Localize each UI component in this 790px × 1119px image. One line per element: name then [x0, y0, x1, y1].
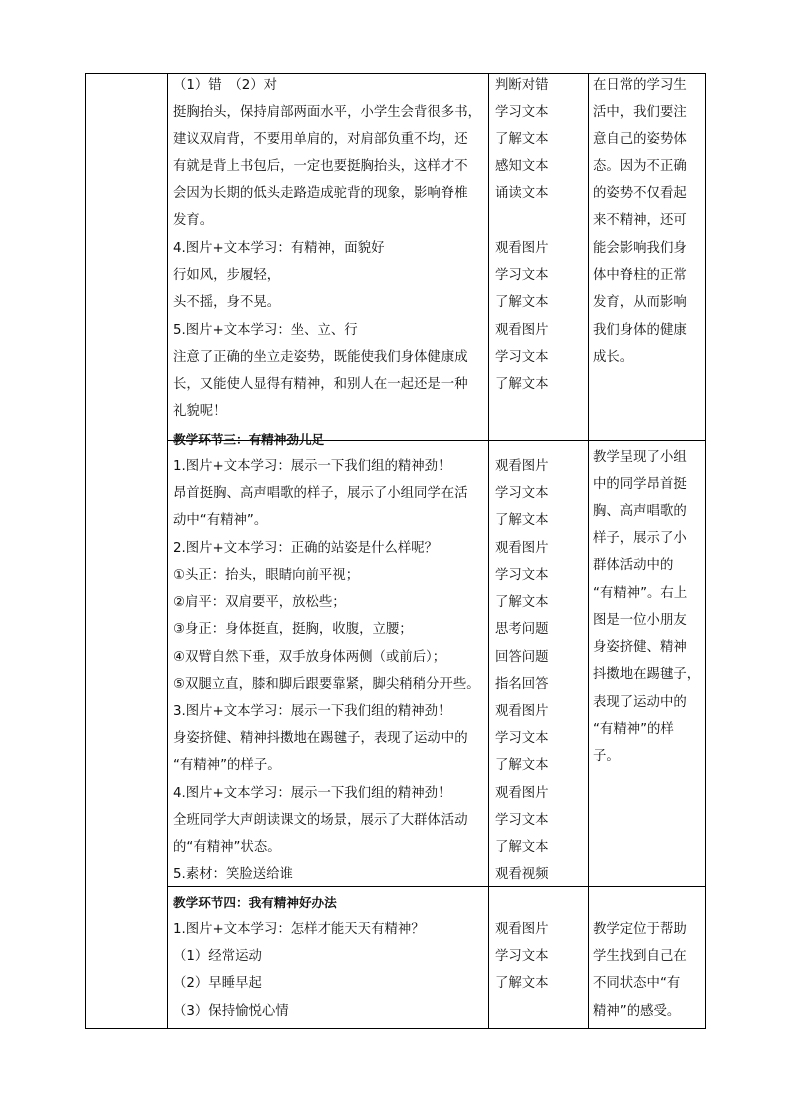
content-line: 昂首挺胸、高声唱歌的样子，展示了小组同学在活: [173, 486, 468, 501]
content-line: 的“有精神”状态。: [173, 840, 281, 855]
content-line: 5.图片+文本学习：坐、立、行: [173, 323, 358, 338]
section-heading: 教学环节三：有精神劲儿足: [173, 432, 325, 447]
intent-line: “有精神”。右上: [593, 586, 688, 601]
content-line: 3.图片+文本学习：展示一下我们组的精神劲！: [173, 704, 452, 719]
activity-line: 观看图片: [495, 704, 549, 719]
intent-line: 表现了运动中的: [593, 695, 687, 710]
activity-line: 观看图片: [495, 323, 549, 338]
intent-line: 意自己的姿势体: [593, 132, 687, 147]
activity-line: 观看视频: [495, 867, 549, 882]
content-line: 会因为长期的低头走路造成驼背的现象，影响脊椎: [173, 186, 468, 201]
intent-line: 图是一位小朋友: [593, 613, 687, 628]
activity-line: 学习文本: [495, 568, 549, 583]
activity-line: 诵读文本: [495, 186, 549, 201]
activity-line: 学习文本: [495, 486, 549, 501]
intent-line: 身姿挤健、精神: [593, 640, 687, 655]
content-line: 行如风，步履轻，: [173, 268, 281, 283]
activity-line: 观看图片: [495, 786, 549, 801]
content-line: 4.图片+文本学习：展示一下我们组的精神劲！: [173, 786, 452, 801]
activity-line: 学习文本: [495, 813, 549, 828]
section-heading: 教学环节四：我有精神好办法: [173, 895, 337, 910]
intent-line: “有精神”的样: [593, 722, 674, 737]
activity-line: 思考问题: [495, 622, 549, 637]
intent-line: 能会影响我们身: [593, 241, 687, 256]
activity-line: 感知文本: [495, 159, 549, 174]
content-line: 注意了正确的坐立走姿势，既能使我们身体健康成: [173, 350, 468, 365]
content-line: 有就是背上书包后，一定也要挺胸抬头，这样才不: [173, 159, 468, 174]
column-divider: [588, 74, 589, 1028]
activity-line: 了解文本: [495, 976, 549, 991]
activity-line: 判断对错: [495, 78, 549, 93]
intent-line: 胸、高声唱歌的: [593, 504, 687, 519]
content-line: 发育。: [173, 213, 214, 228]
content-line: ⑤双腿立直，膝和脚后跟要靠紧，脚尖稍稍分开些。: [173, 677, 480, 692]
content-line: ②肩平：双肩要平，放松些；: [173, 595, 346, 610]
activity-line: 了解文本: [495, 377, 549, 392]
activity-line: 学习文本: [495, 949, 549, 964]
intent-line: 来不精神，还可: [593, 213, 687, 228]
intent-line: 教学定位于帮助: [593, 922, 687, 937]
intent-line: 在日常的学习生: [593, 78, 687, 93]
content-line: 1.图片+文本学习：展示一下我们组的精神劲！: [173, 459, 452, 474]
content-line: （2）早睡早起: [173, 976, 262, 991]
intent-line: 发育，从而影响: [593, 295, 687, 310]
content-line: （1）错 （2）对: [173, 78, 278, 93]
intent-line: 学生找到自己在: [593, 949, 687, 964]
activity-line: 了解文本: [495, 132, 549, 147]
intent-line: 群体活动中的: [593, 558, 674, 573]
activity-line: 观看图片: [495, 541, 549, 556]
intent-line: 子。: [593, 749, 620, 764]
activity-line: 学习文本: [495, 350, 549, 365]
content-line: 身姿挤健、精神抖擞地在踢毽子，表现了运动中的: [173, 731, 468, 746]
content-line: ①头正：抬头，眼睛向前平视；: [173, 568, 360, 583]
intent-line: 样子，展示了小: [593, 531, 687, 546]
activity-line: 观看图片: [495, 459, 549, 474]
intent-line: 活中，我们要注: [593, 105, 687, 120]
content-line: “有精神”的样子。: [173, 758, 281, 773]
content-line: 动中“有精神”。: [173, 513, 268, 528]
intent-line: 不同状态中“有: [593, 976, 681, 991]
intent-line: 我们身体的健康: [593, 323, 687, 338]
content-line: 礼貌呢！: [173, 404, 227, 419]
activity-line: 指名回答: [495, 677, 549, 692]
column-divider: [488, 74, 489, 1028]
activity-line: 了解文本: [495, 595, 549, 610]
activity-line: 回答问题: [495, 650, 549, 665]
content-line: 2.图片+文本学习：正确的站姿是什么样呢？: [173, 541, 439, 556]
intent-line: 体中脊柱的正常: [593, 268, 687, 283]
content-line: 全班同学大声朗读课文的场景，展示了大群体活动: [173, 813, 468, 828]
intent-line: 中的同学昂首挺: [593, 477, 687, 492]
activity-line: 学习文本: [495, 105, 549, 120]
content-line: 5.素材：笑脸送给谁: [173, 867, 293, 882]
content-line: 长，又能使人显得有精神，和别人在一起还是一种: [173, 377, 468, 392]
activity-line: 观看图片: [495, 922, 549, 937]
content-line: 头不摇，身不晃。: [173, 295, 281, 310]
activity-line: 学习文本: [495, 731, 549, 746]
intent-line: 成长。: [593, 350, 634, 365]
activity-line: 学习文本: [495, 268, 549, 283]
intent-line: 教学呈现了小组: [593, 450, 687, 465]
content-line: （3）保持愉悦心情: [173, 1004, 289, 1019]
content-line: ③身正：身体挺直，挺胸，收腹，立腰；: [173, 622, 413, 637]
intent-line: 的姿势不仅看起: [593, 186, 687, 201]
activity-line: 了解文本: [495, 513, 549, 528]
content-line: 4.图片+文本学习：有精神，面貌好: [173, 241, 385, 256]
activity-line: 了解文本: [495, 295, 549, 310]
row-divider: [167, 886, 705, 887]
content-line: （1）经常运动: [173, 949, 262, 964]
activity-line: 了解文本: [495, 758, 549, 773]
intent-line: 抖擞地在踢毽子，: [593, 667, 701, 682]
column-divider: [167, 74, 168, 1028]
content-line: 挺胸抬头，保持肩部两面水平，小学生会背很多书，: [173, 105, 481, 120]
intent-line: 精神”的感受。: [593, 1004, 681, 1019]
activity-line: 了解文本: [495, 840, 549, 855]
content-line: ④双臂自然下垂，双手放身体两侧（或前后）；: [173, 650, 447, 665]
content-line: 建议双肩背，不要用单肩的，对肩部负重不均，还: [173, 132, 468, 147]
activity-line: 观看图片: [495, 241, 549, 256]
intent-line: 态。因为不正确: [593, 159, 687, 174]
content-line: 1.图片+文本学习：怎样才能天天有精神？: [173, 922, 425, 937]
